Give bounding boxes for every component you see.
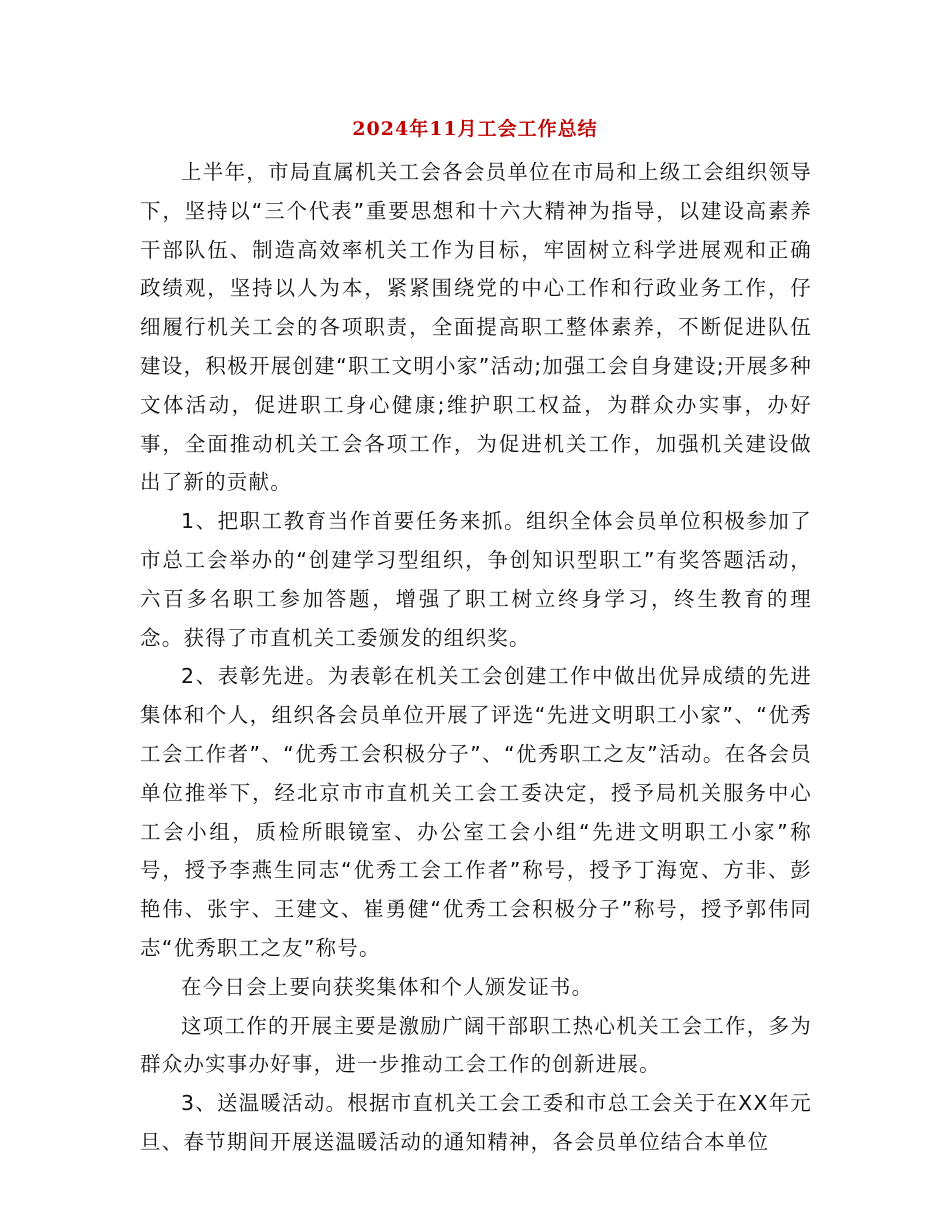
paragraph-item-2: 2、表彰先进。为表彰在机关工会创建工作中做出优异成绩的先进集体和个人，组织各会员单位开展了评选“先进文明职工小家”、“优秀工会工作者”、“优秀工会积极分子”、“优秀职工之友”活动。在各会员单位推举下，经北京市市直机关工会工委决定，授予局机关服务中心工会小组，质检所眼镜室、办公室工会小组“先进文明职工小家”称号，授予李燕生同志“优秀工会工作者”称号，授予丁海宽、方非、彭艳伟、张宇、王建文、崔勇健“优秀工会积极分子”称号，授予郭伟同志“优秀职工之友”称号。 <box>140 664 812 960</box>
paragraph-item-3: 3、送温暖活动。根据市直机关工会工委和市总工会关于在XX年元旦、春节期间开展送温暖活动的通知精神，各会员单位结合本单位 <box>140 1091 812 1154</box>
paragraph-certificates: 在今日会上要向获奖集体和个人颁发证书。 <box>181 974 594 999</box>
paragraph-intro: 上半年，市局直属机关工会各会员单位在市局和上级工会组织领导下，坚持以“三个代表”重要思想和十六大精神为指导，以建设高素养干部队伍、制造高效率机关工作为目标，牢固树立科学进展观和正确政绩观，坚持以人为本，紧紧围绕党的中心工作和行政业务工作，仔细履行机关工会的各项职责，全面提高职工整体素养，不断促进队伍建设，积极开展创建“职工文明小家”活动;加强工会自身建设;开展多种文体活动，促进职工身心健康;维护职工权益，为群众办实事，办好事，全面推动机关工会各项工作，为促进机关工作，加强机关建设做出了新的贡献。 <box>140 160 812 495</box>
document-body <box>140 153 812 1162</box>
paragraph-purpose: 这项工作的开展主要是激励广阔干部职工热心机关工会工作，多为群众办实事办好事，进一步推动工会工作的创新进展。 <box>140 1013 812 1077</box>
paragraph-item-1: 1、把职工教育当作首要任务来抓。组织全体会员单位积极参加了市总工会举办的“创建学习型组织，争创知识型职工”有奖答题活动，六百多名职工参加答题，增强了职工树立终身学习，终生教育的理念。获得了市直机关工委颁发的组织奖。 <box>140 509 812 650</box>
document-title: 2024年11月工会工作总结 <box>352 118 598 140</box>
